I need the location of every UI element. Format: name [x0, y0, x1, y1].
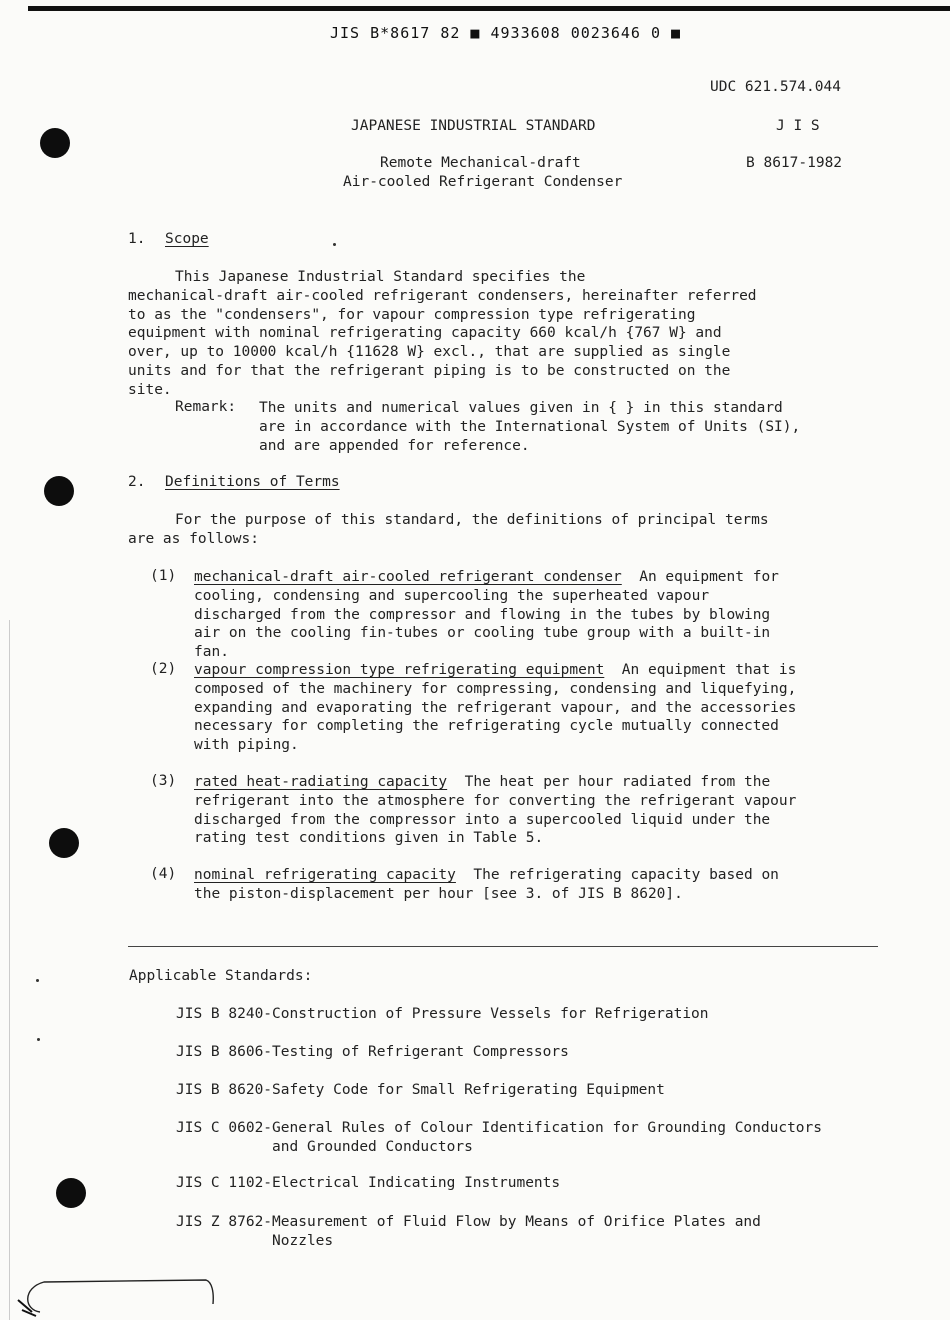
definition-text: The refrigerating capacity based on the piston-displacement per hour [see 3. of JIS B 8620]. — [194, 867, 779, 902]
catalog-code-line: JIS B*8617 82 ■ 4933608 0023646 0 ■ — [330, 24, 682, 42]
scan-speck — [36, 979, 39, 982]
section-1-number: 1. — [128, 231, 146, 247]
definition-number: (1) — [150, 568, 177, 584]
scan-corner-mark — [0, 1270, 230, 1320]
standard-title: JAPANESE INDUSTRIAL STANDARD — [351, 118, 596, 134]
definitions-intro-text: For the purpose of this standard, the definitions of principal terms are as follows: — [128, 512, 769, 547]
doc-title-line2: Air-cooled Refrigerant Condenser — [343, 174, 623, 190]
definition-text: An equipment for cooling, condensing and supercooling the superheated vapour discharged from the compressor and flowing in the tubes by blowing air on the cooling fin-tubes or cooling tube group with a built-in fan. — [194, 569, 779, 661]
section-2-number: 2. — [128, 474, 146, 490]
definition-item — [194, 773, 796, 848]
definition-text: The heat per hour radiated from the refrigerant into the atmosphere for converting the refrigerant vapour discharged from the compressor into a supercooled liquid under the rating test conditions given in Table 5. — [194, 774, 797, 847]
definition-term: mechanical-draft air-cooled refrigerant condenser — [194, 569, 622, 585]
doc-title-line1: Remote Mechanical-draft — [380, 155, 581, 171]
definition-item — [194, 866, 779, 904]
scope-paragraph — [128, 268, 757, 400]
scan-left-edge — [9, 620, 10, 1320]
scan-speck — [333, 243, 336, 246]
definition-item — [194, 661, 796, 755]
remark-label: Remark: — [175, 399, 237, 415]
standard-ref: JIS C 0602-General Rules of Colour Identification for Grounding Conductors and Grounded Conductors — [176, 1120, 823, 1155]
section-1-heading: Scope — [165, 231, 209, 247]
doc-number: B 8617-1982 — [746, 155, 843, 171]
definition-item — [194, 568, 779, 662]
standard-ref: JIS C 1102-Electrical Indicating Instruments — [176, 1175, 561, 1191]
definitions-intro — [128, 511, 769, 549]
punch-hole-4 — [56, 1178, 86, 1208]
definition-term: rated heat-radiating capacity — [194, 774, 448, 790]
definition-number: (3) — [150, 773, 177, 789]
definition-text: An equipment that is composed of the machinery for compressing, condensing and liquefying, expanding and evaporating the refrigerant vapour, and the accessories necessary for completing the refrigerating cycle mutually connected with piping. — [194, 662, 797, 754]
punch-hole-1 — [40, 128, 70, 158]
scope-paragraph-text: This Japanese Industrial Standard specifies the mechanical-draft air-cooled refrigerant condensers, hereinafter referred to as the "condensers", for vapour compression type refrigerating equipment with nominal refrigerating capacity 660 kcal/h {767 W} and over, up to 10000 kcal/h {11628 W} excl., that are supplied as single units and for that the refrigerant piping is to be constructed on the site. — [128, 269, 757, 398]
udc-number: UDC 621.574.044 — [710, 79, 841, 95]
standard-ref: JIS Z 8762-Measurement of Fluid Flow by Means of Orifice Plates and Nozzles — [176, 1214, 761, 1249]
definition-number: (4) — [150, 866, 177, 882]
definition-number: (2) — [150, 661, 177, 677]
standard-ref: JIS B 8240-Construction of Pressure Vessels for Refrigeration — [176, 1006, 709, 1022]
standard-ref: JIS B 8606-Testing of Refrigerant Compressors — [176, 1044, 569, 1060]
standard-ref: JIS B 8620-Safety Code for Small Refrigerating Equipment — [176, 1082, 665, 1098]
scan-speck — [37, 1038, 40, 1041]
scan-top-edge — [28, 6, 950, 11]
punch-hole-2 — [44, 476, 74, 506]
jis-mark: J I S — [776, 118, 820, 134]
punch-hole-3 — [49, 828, 79, 858]
definition-term: nominal refrigerating capacity — [194, 867, 456, 883]
section-2-heading: Definitions of Terms — [165, 474, 340, 490]
applicable-standards-heading: Applicable Standards: — [129, 968, 313, 984]
remark-text: The units and numerical values given in { } in this standard are in accordance with the International System of Units (SI), and are appended for reference. — [259, 400, 801, 454]
definition-term: vapour compression type refrigerating equipment — [194, 662, 605, 678]
footnote-rule — [128, 946, 878, 947]
